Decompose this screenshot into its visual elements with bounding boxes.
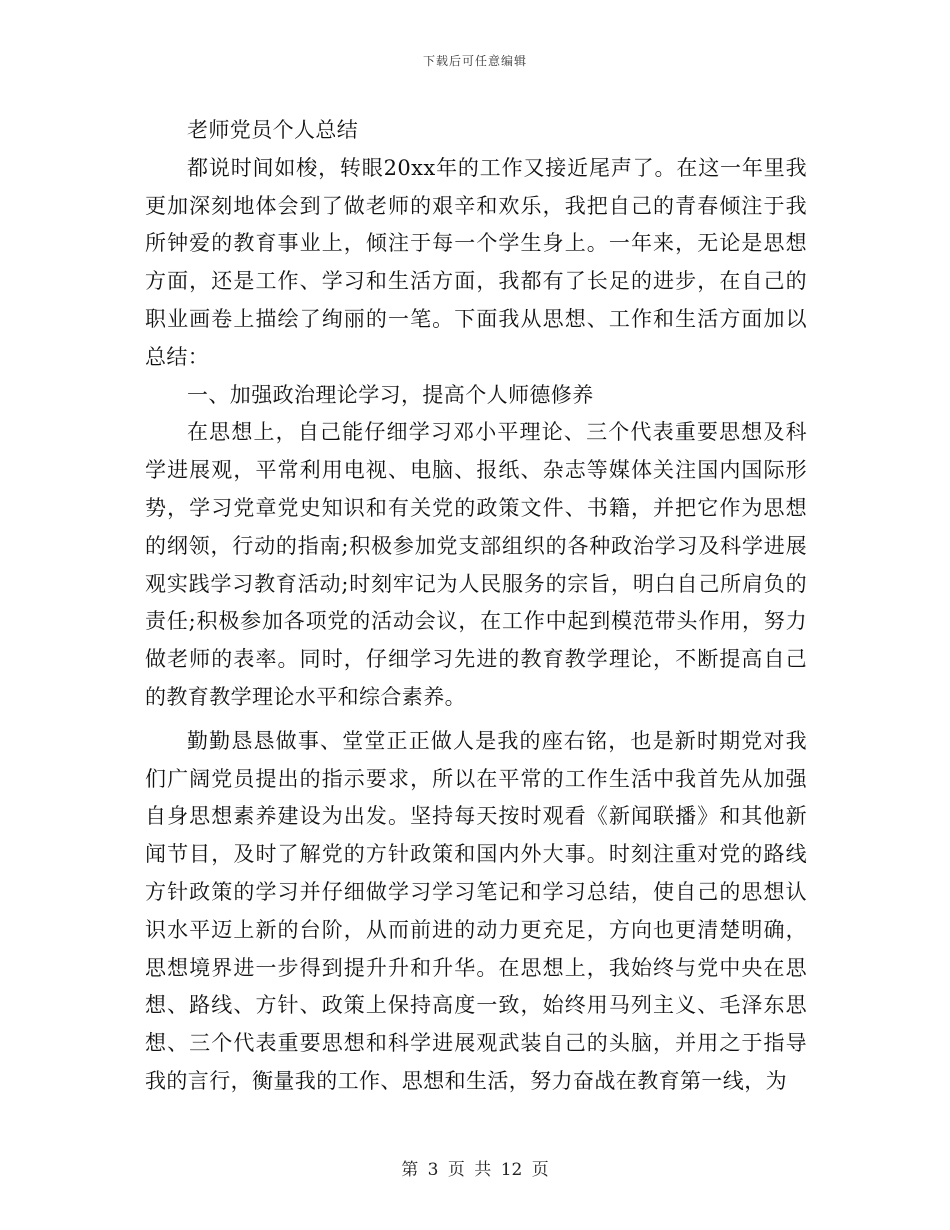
paragraph-ideology: 在思想上，自己能仔细学习邓小平理论、三个代表重要思想及科学进展观，平常利用电视、电脑、报纸、杂志等媒体关注国内国际形势，学习党章党史知识和有关党的政策文件、书籍，并把它作为思想的纲领，行动的指南;积极参加党支部组织的各种政治学习及科学进展观实践学习教育活动;时刻牢记为人民服务的宗旨，明白自己所肩负的责任;积极参加各项党的活动会议，在工作中起到模范带头作用，努力做老师的表率。同时，仔细学习先进的教育教学理论，不断提高自己的教育教学理论水平和综合素养。 bbox=[145, 420, 807, 709]
paragraph-intro: 都说时间如梭，转眼20xx年的工作又接近尾声了。在这一年里我更加深刻地体会到了做老师的艰辛和欢乐，我把自己的青春倾注于我所钟爱的教育事业上，倾注于每一个学生身上。一年来，无论是思想方面，还是工作、学习和生活方面，我都有了长足的进步，在自己的职业画卷上描绘了绚丽的一笔。下面我从思想、工作和生活方面加以总结： bbox=[145, 155, 807, 369]
document-title: 老师党员个人总结 bbox=[187, 118, 359, 142]
section-heading-1: 一、加强政治理论学习，提高个人师德修养 bbox=[187, 382, 594, 407]
document-body bbox=[145, 112, 807, 1101]
paragraph-motto: 勤勤恳恳做事、堂堂正正做人是我的座右铭，也是新时期党对我们广阔党员提出的指示要求，所以在平常的工作生活中我首先从加强自身思想素养建设为出发。坚持每天按时观看《新闻联播》和其他新闻节目，及时了解党的方针政策和国内外大事。时刻注重对党的路线方针政策的学习并仔细做学习学习笔记和学习总结，使自己的思想认识水平迈上新的台阶，从而前进的动力更充足，方向也更清楚明确，思想境界进一步得到提升升和升华。在思想上，我始终与党中央在思想、路线、方针、政策上保持高度一致，始终用马列主义、毛泽东思想、三个代表重要思想和科学进展观武装自己的头脑，并用之于指导我的言行，衡量我的工作、思想和生活，努力奋战在教育第一线，为 bbox=[145, 728, 807, 1093]
page-number-footer: 第 3 页 共 12 页 bbox=[401, 1160, 549, 1180]
page-header: 下载后可任意编辑 bbox=[422, 54, 527, 68]
